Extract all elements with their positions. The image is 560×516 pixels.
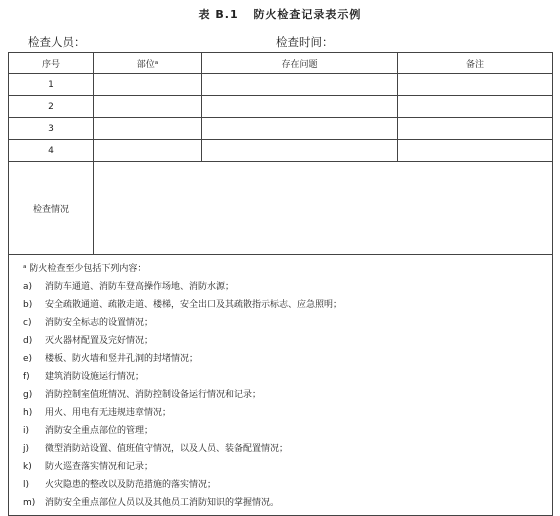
- note-item: [23, 335, 552, 347]
- note-item: [23, 497, 552, 509]
- note-text: 消防控制室值班情况、消防控制设备运行情况和记录；: [45, 390, 262, 400]
- location-cell[interactable]: [94, 96, 202, 118]
- table-row: [9, 140, 553, 162]
- table-caption: 防火检查记录表示例: [253, 8, 362, 21]
- notes-row: [9, 255, 553, 516]
- notes-list: [23, 281, 552, 509]
- row-number: 3: [9, 118, 94, 140]
- note-marker: k): [23, 462, 32, 472]
- note-text: 消防车通道、消防车登高操作场地、消防水源；: [45, 282, 235, 292]
- notes-cell: [9, 255, 553, 516]
- situation-row: [9, 162, 553, 255]
- row-number: 4: [9, 140, 94, 162]
- notes-intro: ᵃ 防火检查至少包括下列内容：: [23, 264, 147, 274]
- note-marker: g): [23, 390, 33, 400]
- remark-cell[interactable]: [398, 140, 553, 162]
- location-cell[interactable]: [94, 118, 202, 140]
- note-text: 灭火器材配置及完好情况；: [45, 336, 154, 346]
- note-text: 防火巡查落实情况和记录；: [45, 462, 154, 472]
- note-text: 安全疏散通道、疏散走道、楼梯，安全出口及其疏散指示标志、应急照明；: [45, 300, 343, 310]
- note-text: 火灾隐患的整改以及防范措施的落实情况；: [45, 480, 217, 490]
- remark-cell[interactable]: [398, 96, 553, 118]
- table-title: [0, 6, 560, 22]
- note-item: [23, 479, 552, 491]
- row-number: 2: [9, 96, 94, 118]
- note-item: [23, 425, 552, 437]
- table-row: [9, 96, 553, 118]
- location-cell[interactable]: [94, 140, 202, 162]
- situation-cell[interactable]: [94, 162, 553, 255]
- remark-cell[interactable]: [398, 118, 553, 140]
- note-item: [23, 371, 552, 383]
- note-marker: c): [23, 318, 32, 328]
- note-marker: a): [23, 282, 33, 292]
- table-row: [9, 118, 553, 140]
- note-item: [23, 317, 552, 329]
- location-cell[interactable]: [94, 74, 202, 96]
- inspection-time-label: 检查时间：: [276, 35, 334, 49]
- header-serial: 序号: [9, 53, 94, 74]
- note-marker: l): [23, 480, 30, 490]
- problem-cell[interactable]: [202, 74, 398, 96]
- note-item: [23, 299, 552, 311]
- header-row: [9, 53, 553, 74]
- note-text: 微型消防站设置、值班值守情况，以及人员、装备配置情况；: [45, 444, 289, 454]
- problem-cell[interactable]: [202, 140, 398, 162]
- row-number: 1: [9, 74, 94, 96]
- situation-label: 检查情况: [9, 162, 94, 255]
- inspection-record-table: [8, 52, 553, 516]
- note-text: 消防安全标志的设置情况；: [45, 318, 154, 328]
- note-item: [23, 443, 552, 455]
- header-location: 部位ᵃ: [94, 53, 202, 74]
- note-marker: h): [23, 408, 33, 418]
- note-text: 建筑消防设施运行情况；: [45, 372, 145, 382]
- note-text: 消防安全重点部位人员以及其他员工消防知识的掌握情况。: [45, 498, 280, 508]
- note-text: 用火、用电有无违规违章情况；: [45, 408, 172, 418]
- note-item: [23, 461, 552, 473]
- note-marker: m): [23, 498, 36, 508]
- table-number: 表 B.1: [198, 8, 239, 21]
- note-item: [23, 281, 552, 293]
- note-marker: f): [23, 372, 30, 382]
- problem-cell[interactable]: [202, 118, 398, 140]
- note-marker: b): [23, 300, 33, 310]
- note-item: [23, 353, 552, 365]
- remark-cell[interactable]: [398, 74, 553, 96]
- problem-cell[interactable]: [202, 96, 398, 118]
- note-item: [23, 407, 552, 419]
- note-marker: d): [23, 336, 33, 346]
- header-problems: 存在问题: [202, 53, 398, 74]
- note-marker: e): [23, 354, 33, 364]
- note-marker: i): [23, 426, 30, 436]
- note-text: 消防安全重点部位的管理；: [45, 426, 154, 436]
- note-item: [23, 389, 552, 401]
- note-text: 楼板、防火墙和竖井孔洞的封堵情况；: [45, 354, 199, 364]
- header-remarks: 备注: [398, 53, 553, 74]
- inspector-label: 检查人员：: [28, 35, 86, 49]
- note-marker: j): [23, 444, 30, 454]
- table-row: [9, 74, 553, 96]
